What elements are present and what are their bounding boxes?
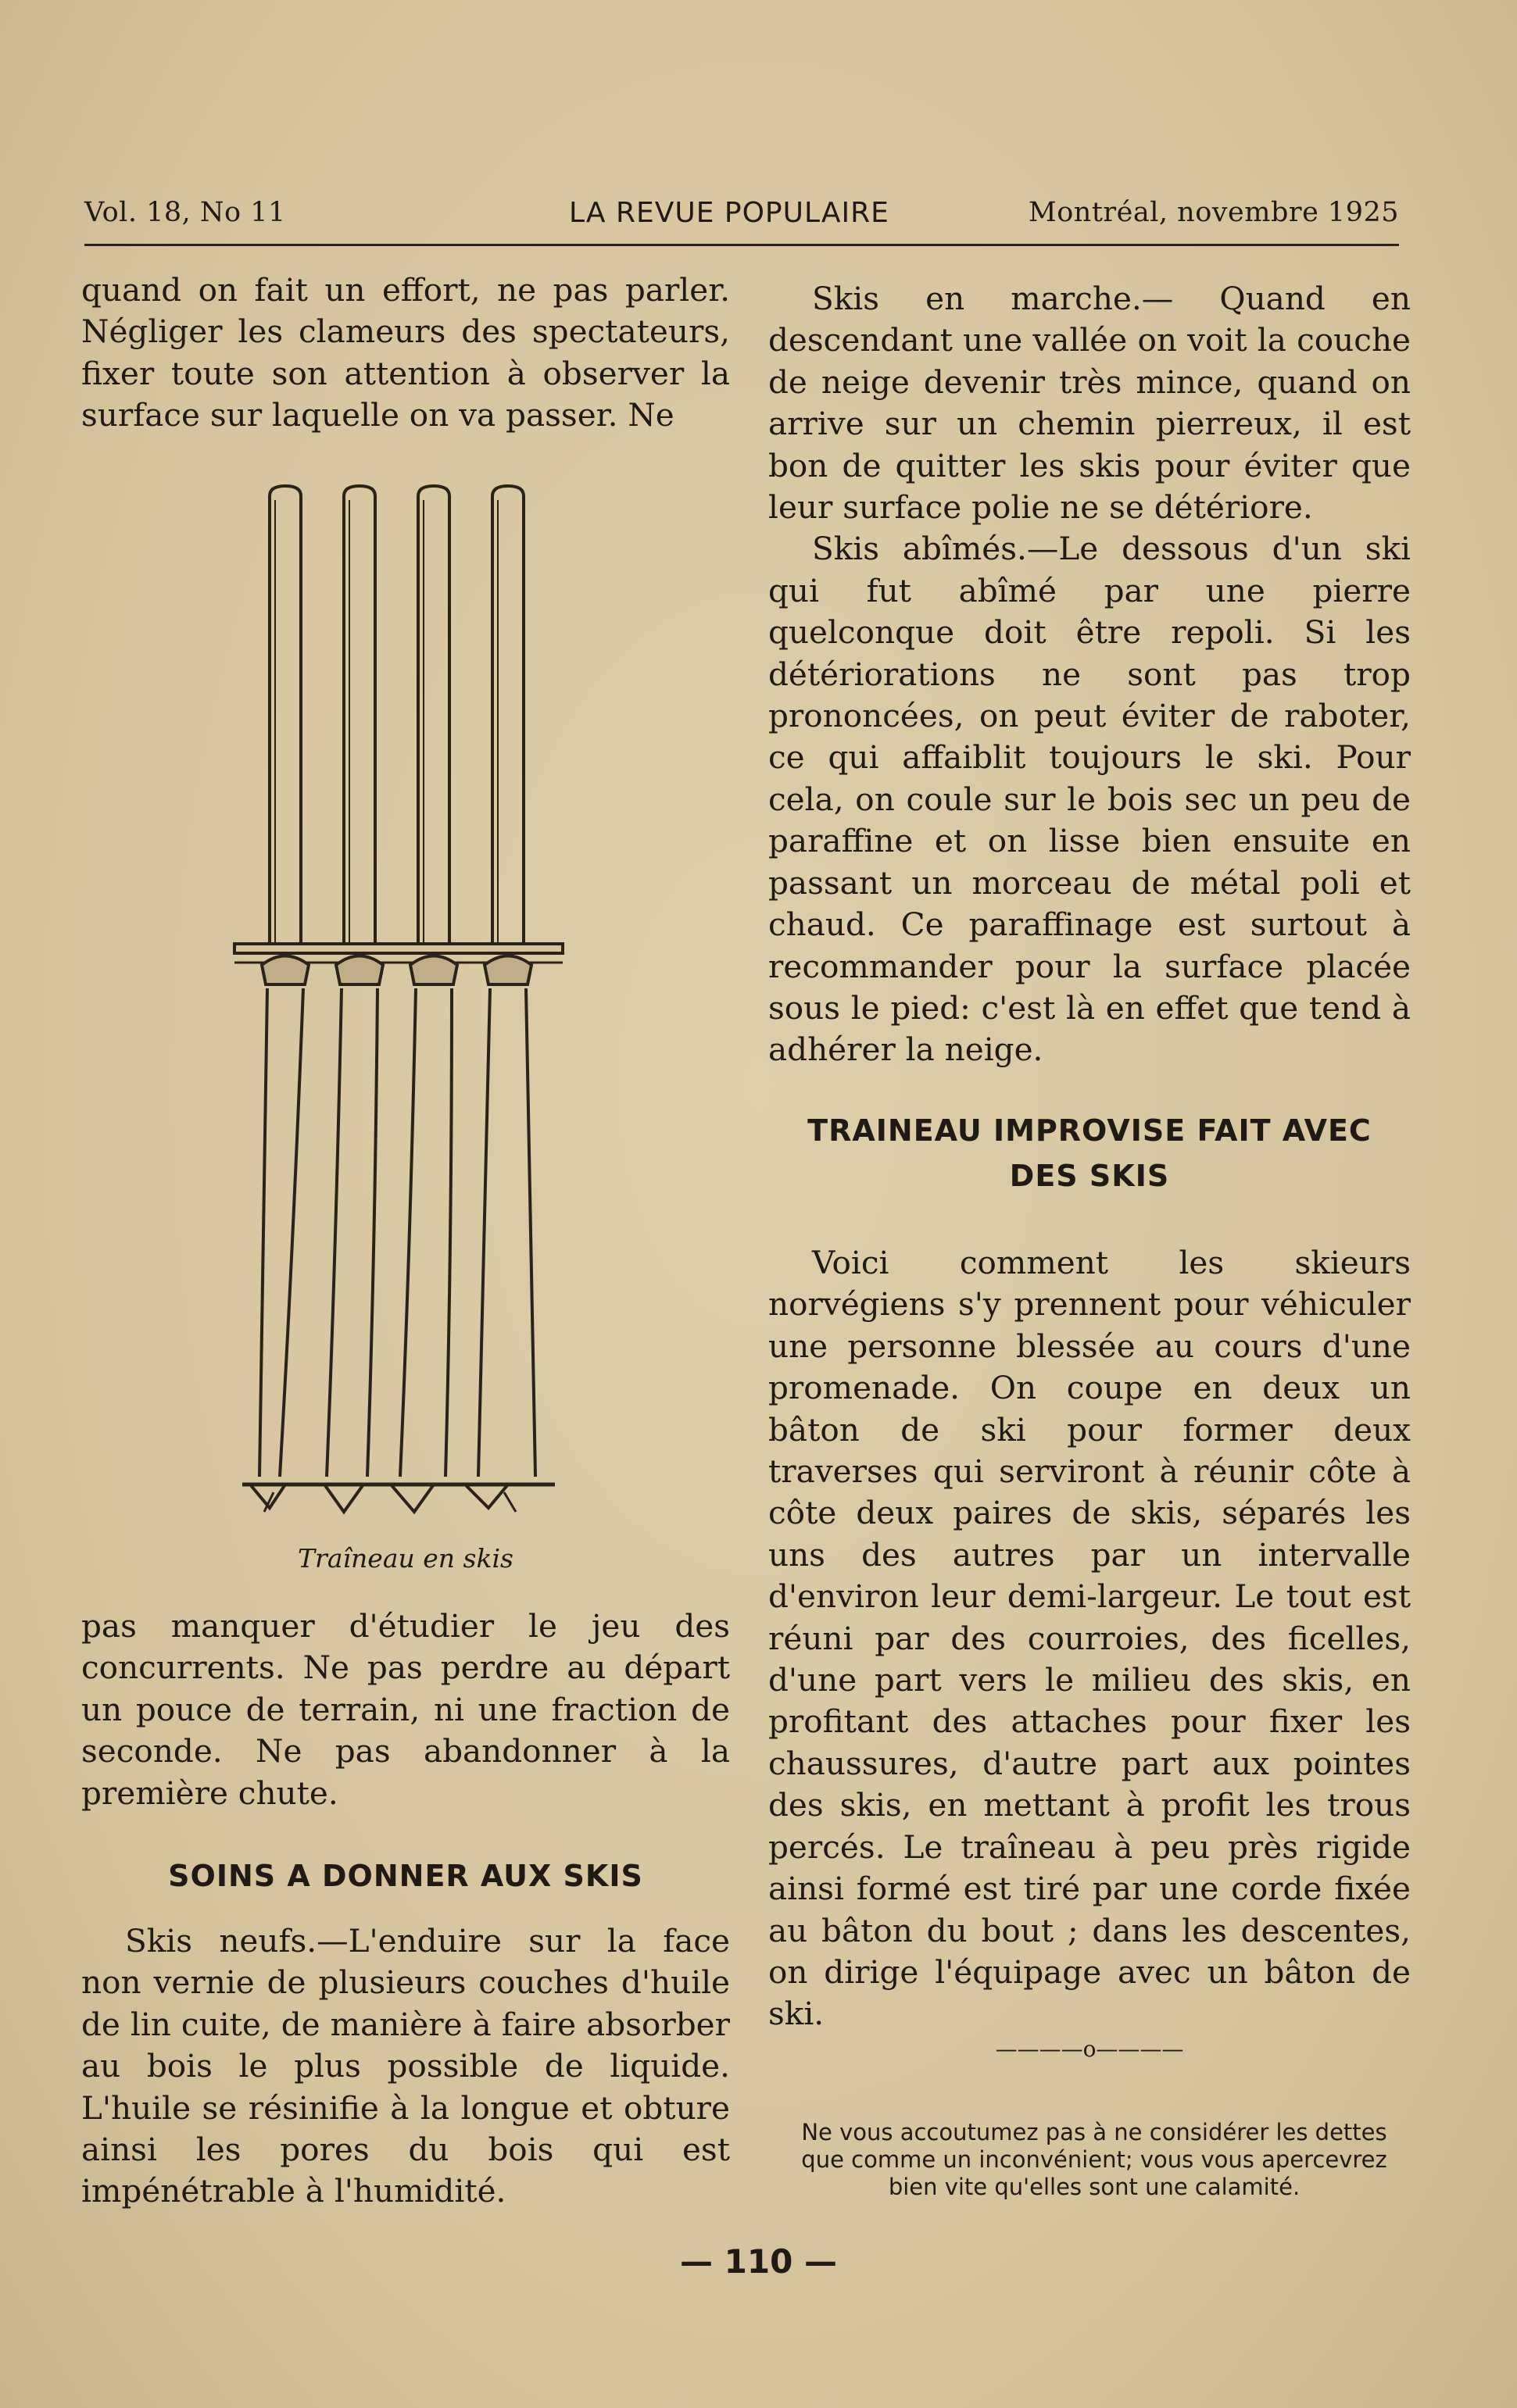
- intro-paragraph: quand on fait un effort, ne pas parler. Négliger les clameurs des spectateurs, fixer toute son attention à observer la surface sur laquelle on va passer. Ne: [81, 271, 730, 434]
- skis-neufs-paragraph: Skis neufs.—L'enduire sur la face non vernie de plusieurs couches d'huile de lin cuite, de manière à faire absorber au bois le plus possible de liquide. L'huile se résinifie à la longue et obture ainsi les pores du bois qui est impénétrable à l'humidité.: [81, 1922, 730, 2210]
- header-volume: Vol. 18, No 11: [84, 197, 286, 228]
- header-date: Montréal, novembre 1925: [1028, 197, 1399, 228]
- header-title: LA REVUE POPULAIRE: [569, 197, 889, 229]
- skis-abimes-paragraph: Skis abîmés.—Le dessous d'un ski qui fut abîmé par une pierre quelconque doit être repoli. Si les détériorations ne sont pas trop prononcées, on peut éviter de raboter, ce qui affaiblit toujours le ski. Pour cela, on coule sur le bois sec un peu de paraffine et on lisse bien ensuite en passant un morceau de métal poli et chaud. Ce paraffinage est surtout à recommander pour la surface placée sous le pied: c'est là en effet que tend à adhérer la neige.: [768, 530, 1411, 1069]
- skis-en-marche-paragraph: Skis en marche.— Quand en descendant une vallée on voit la couche de neige devenir très mince, quand on arrive sur un chemin pierreux, il est bon de quitter les skis pour éviter que leur surface polie ne se détériore.: [768, 280, 1411, 527]
- traineau-paragraph: Voici comment les skieurs norvégiens s'y prennent pour véhiculer une personne blessée au cours d'une promenade. On coupe en deux un bâton de ski pour former deux traverses qui serviront à réunir côte à côte deux paires de skis, séparés les uns des autres par un intervalle d'environ leur demi-largeur. Le tout est réuni par des courroies, des ficelles, d'une part vers le milieu des skis, en profitant des attaches pour fixer les chaussures, d'autre part aux pointes des skis, en mettant à profit les trous percés. Le traîneau à peu près rigide ainsi formé est tiré par une corde fixée au bâton du bout ; dans les descentes, on dirige l'équipage avec un bâton de ski.: [768, 1244, 1411, 2033]
- footnote-quote: Ne vous accoutumez pas à ne considérer les dettes que comme un inconvénient; vous vous apercevrez bien vite qu'elles sont une calamité.: [801, 2119, 1387, 2200]
- right-column-top: [768, 278, 1411, 1071]
- soins-section: [81, 1920, 730, 2213]
- left-column-intro: [81, 270, 730, 437]
- continuation-paragraph: pas manquer d'étudier le jeu des concurrents. Ne pas perdre au départ un pouce de terrain, ni une fraction de seconde. Ne pas abandonner à la première chute.: [81, 1607, 730, 1812]
- section-heading-soins: SOINS A DONNER AUX SKIS: [168, 1859, 643, 1893]
- page-number: — 110 —: [680, 2242, 837, 2281]
- figure-caption: Traîneau en skis: [298, 1543, 513, 1574]
- running-header: [84, 197, 1399, 236]
- left-column-continuation: [81, 1606, 730, 1814]
- header-rule: [84, 244, 1399, 246]
- section-separator: ————o————: [995, 2036, 1184, 2062]
- traineau-section: [768, 1242, 1411, 2035]
- section-heading-traineau: TRAINEAU IMPROVISE FAIT AVEC DES SKIS: [807, 1113, 1372, 1193]
- sled-illustration: [227, 469, 571, 1531]
